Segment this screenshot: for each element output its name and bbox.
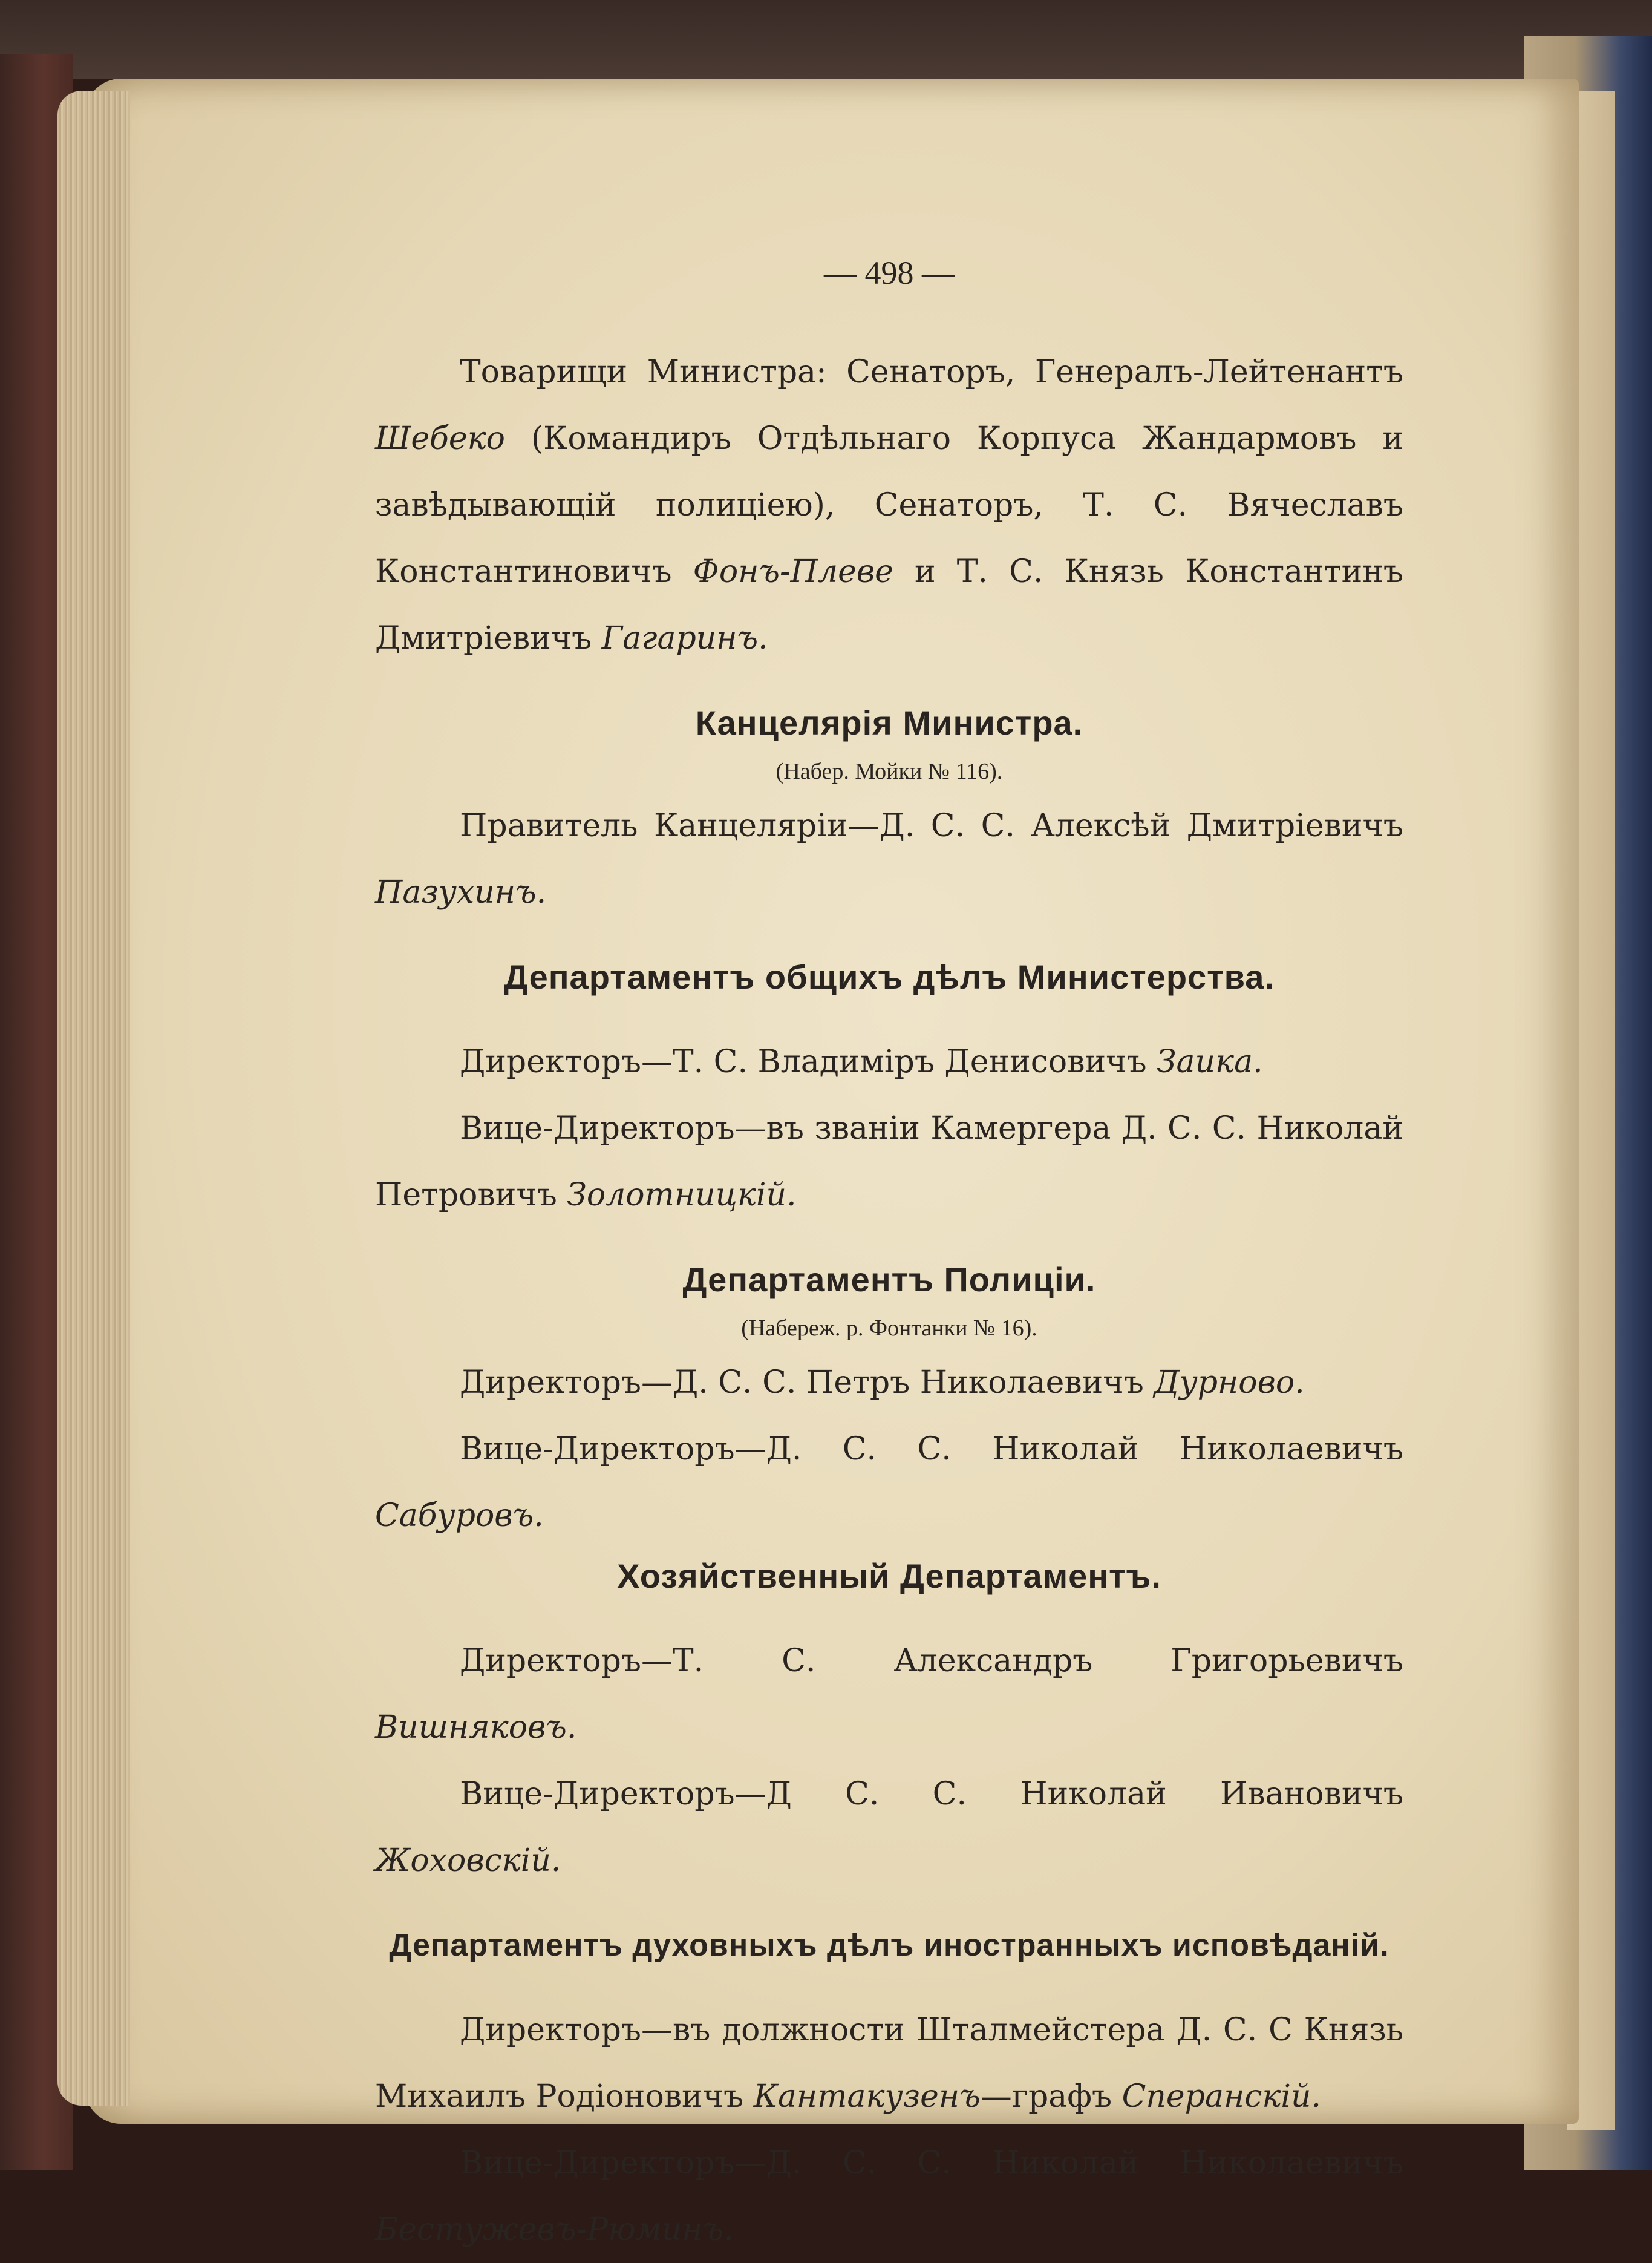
paragraph-economic-director: [375, 1628, 1403, 1761]
heading-economic: Хозяйственный Департаментъ.: [617, 1557, 1161, 1595]
paragraph-general-director: [375, 1029, 1403, 1095]
name-italic: Сперанскій.: [1121, 2078, 1322, 2115]
text-run: Правитель Канцеляріи—Д. С. С. Алексѣй Дмитріевичъ: [460, 808, 1403, 844]
page-number: — 498 —: [824, 255, 955, 291]
book-cover-top: [0, 0, 1652, 79]
paragraph-economic-vice-director: [375, 1761, 1403, 1894]
text-run: (Командиръ Отдѣльнаго Корпуса Жандармовъ и завѣдывающій полиціею), Сенаторъ, Т. С. Вячеславъ Константиновичъ: [375, 421, 1403, 590]
name-italic: Гагаринъ.: [601, 620, 768, 657]
heading-general-affairs: Департаментъ общихъ дѣлъ Министерства.: [504, 958, 1275, 996]
text-run: Директоръ—Т. С. Владиміръ Денисовичъ: [460, 1044, 1157, 1080]
name-italic: Фонъ-Плеве: [693, 554, 893, 590]
name-italic: Вишняковъ.: [375, 1709, 577, 1746]
paragraph-spiritual-director: [375, 1997, 1403, 2130]
name-italic: Заика.: [1157, 1044, 1263, 1080]
name-italic: Кантакузенъ: [753, 2078, 981, 2115]
paragraph-deputies: [375, 339, 1403, 672]
text-run: и Т. С. Князь Константинъ Дмитріевичъ: [375, 554, 1404, 657]
address-chancellery: (Набер. Мойки № 116).: [775, 759, 1003, 784]
paragraph-chancellery-head: [375, 793, 1403, 926]
text-run: Вице-Директоръ—Д. С. С. Николай Николаевичъ: [460, 2145, 1403, 2181]
heading-chancellery: Канцелярія Министра.: [695, 704, 1083, 742]
name-italic: Сабуровъ.: [375, 1498, 544, 1534]
name-italic: Жоховскій.: [375, 1842, 561, 1879]
text-run: Директоръ—Т. С. Александръ Григорьевичъ: [460, 1643, 1403, 1679]
name-italic: Пазухинъ.: [375, 874, 547, 911]
name-italic: Бестужевъ-Рюминъ.: [375, 2212, 734, 2248]
text-run: Вице-Директоръ—Д С. С. Николай Ивановичъ: [460, 1776, 1403, 1812]
paragraph-spiritual-vice-director: [375, 2130, 1403, 2263]
text-run: Директоръ—въ должности Шталмейстера Д. С. С Князь Михаилъ Родіоновичъ: [375, 2012, 1403, 2115]
text-run: —графъ: [980, 2078, 1122, 2115]
heading-spiritual-affairs: Департаментъ духовныхъ дѣлъ иностранныхъ исповѣданій.: [389, 1928, 1389, 1963]
text-run: Вице-Директоръ—въ званіи Камергера Д. С. С. Николай Петровичъ: [375, 1110, 1403, 1213]
text-run: Директоръ—Д. С. С. Петръ Николаевичъ: [460, 1364, 1154, 1401]
name-italic: Золотницкій.: [567, 1177, 797, 1213]
paragraph-general-vice-director: [375, 1095, 1403, 1228]
text-run: Вице-Директоръ—Д. С. С. Николай Николаевичъ: [460, 1431, 1403, 1467]
name-italic: Шебеко: [375, 421, 505, 457]
page-edges: [57, 91, 130, 2106]
page-text: [375, 339, 1403, 2263]
address-police: (Набереж. р. Фонтанки № 16).: [741, 1315, 1037, 1341]
paragraph-police-director: [375, 1349, 1403, 1416]
heading-police: Департаментъ Полиціи.: [682, 1260, 1096, 1299]
text-run: Товарищи Министра: Сенаторъ, Генералъ-Лейтенантъ: [460, 354, 1403, 390]
name-italic: Дурново.: [1154, 1364, 1305, 1401]
paragraph-police-vice-director: [375, 1416, 1403, 1549]
